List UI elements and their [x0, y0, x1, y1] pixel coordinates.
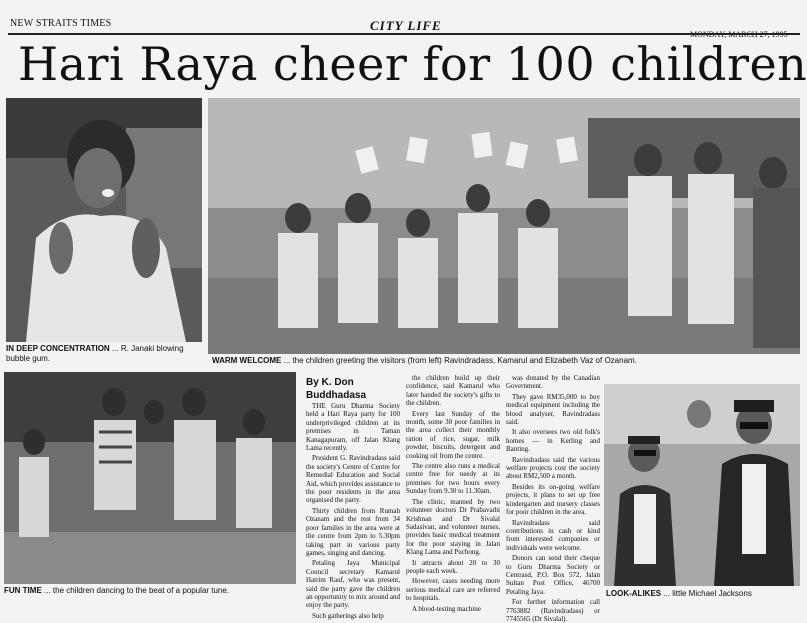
caption-concentration	[6, 344, 206, 364]
caption-funtime	[4, 586, 296, 596]
caption-lead: FUN TIME	[4, 586, 42, 595]
paragraph: THE Guru Dharma Society held a Hari Raya party for 100 underprivileged children at its premises in Taman Kanagapuram, off Jalan Klang Lama recently.	[306, 402, 400, 453]
photo-lookalikes	[604, 384, 800, 586]
byline: By K. Don Buddhadasa	[306, 377, 367, 401]
publication-name: NEW STRAITS TIMES	[10, 18, 112, 29]
paragraph: the children build up their confidence, said Kamarul who later handed the society's gifts to the children.	[406, 374, 500, 408]
caption-lead: IN DEEP CONCENTRATION	[6, 344, 110, 353]
caption-text: ... R. Janaki blowing bubble gum.	[6, 344, 184, 363]
article-column-2	[406, 374, 500, 613]
photo-funtime	[4, 372, 296, 584]
caption-lead: LOOK-ALIKES	[606, 589, 662, 598]
caption-text: ... the children greeting the visitors (from left) Ravindradass, Kamarul and Elizabeth Vaz of Ozanam.	[283, 356, 637, 365]
caption-lookalikes	[606, 589, 800, 599]
article-column-1	[306, 402, 400, 620]
caption-text: ... little Michael Jacksons	[663, 589, 752, 598]
paragraph: However, cases needing more serious medical care are referred to hospitals.	[406, 577, 500, 603]
paragraph: Besides its on-going welfare projects, it plans to set up free kindergarten and nursery classes for poor children in the area.	[506, 482, 600, 517]
masthead-rule	[8, 33, 800, 35]
paragraph: Donors can send their cheque to Guru Dharma Society or Centrasd, P.O. Box 572, Jalan Sultan Post Office, 46700 Petaling Jaya.	[506, 554, 600, 596]
paragraph: Such gatherings also help	[312, 611, 384, 620]
paragraph: President G. Ravindradass said the society's Centre of Centre for Remedial Education and Social Aid, which provides assistance to the poor residents in the area organised the party.	[306, 454, 400, 505]
paragraph: was donated by the Canadian Government.	[506, 374, 600, 391]
paragraph: It attracts about 20 to 30 people each week.	[406, 558, 500, 575]
photo-concentration	[6, 98, 202, 342]
paragraph: Petaling Jaya Municipal Council secretary Kamarul Hatrim Rauf, who was present, said the party gave the children an opportunity to mix around and enjoy the party.	[306, 559, 400, 610]
paragraph: Ravindradass said the various welfare projects cost the society about RM2,500 a month.	[506, 455, 600, 481]
paragraph: A blood-testing machine	[412, 604, 481, 613]
caption-welcome	[212, 356, 792, 366]
article-column-3	[506, 374, 600, 623]
paragraph: Every last Sunday of the month, some 30 poor families in the area collect their monthly ration of rice, sugar, milk powder, biscuits, detergent and cooking oil from the centre.	[406, 409, 500, 460]
paragraph: Thirty children from Rumah Ozanam and the rest from 34 poor families in the area were at the centre from 2pm to 5.30pm taking part in various party games, singing and dancing.	[306, 506, 400, 557]
paragraph: For further information call 7763882 (Ravindradass) or 7745565 (Dr Sivalal).	[506, 598, 600, 623]
caption-text: ... the children dancing to the beat of a popular tune.	[44, 586, 230, 595]
paragraph: They gave RM35,000 to buy medical equipment including the blood analyser, Ravindradass said.	[506, 392, 600, 427]
photo-welcome	[208, 98, 800, 354]
caption-lead: WARM WELCOME	[212, 356, 282, 365]
masthead	[0, 0, 800, 36]
paragraph: The centre also runs a medical centre free for needy at its premises for two hours every Sunday from 9.30 to 11.30am.	[406, 462, 500, 496]
section-title: CITY LIFE	[370, 18, 442, 33]
paragraph: It also oversees two old folk's homes — in Kerling and Banting.	[506, 428, 600, 454]
paragraph: The clinic, manned by two volunteer doctors Dr Prabavathi Krishnan and Dr Sivalal Sadasivan, and volunteer nurses, provides basic medical treatment for the poor staying in Jalan Klang Lama and Puchong.	[406, 497, 500, 557]
headline: Hari Raya cheer for 100 children	[18, 37, 807, 91]
paragraph: Ravindradass said contributions in cash or kind from interested companies or individuals were welcome.	[506, 518, 600, 552]
